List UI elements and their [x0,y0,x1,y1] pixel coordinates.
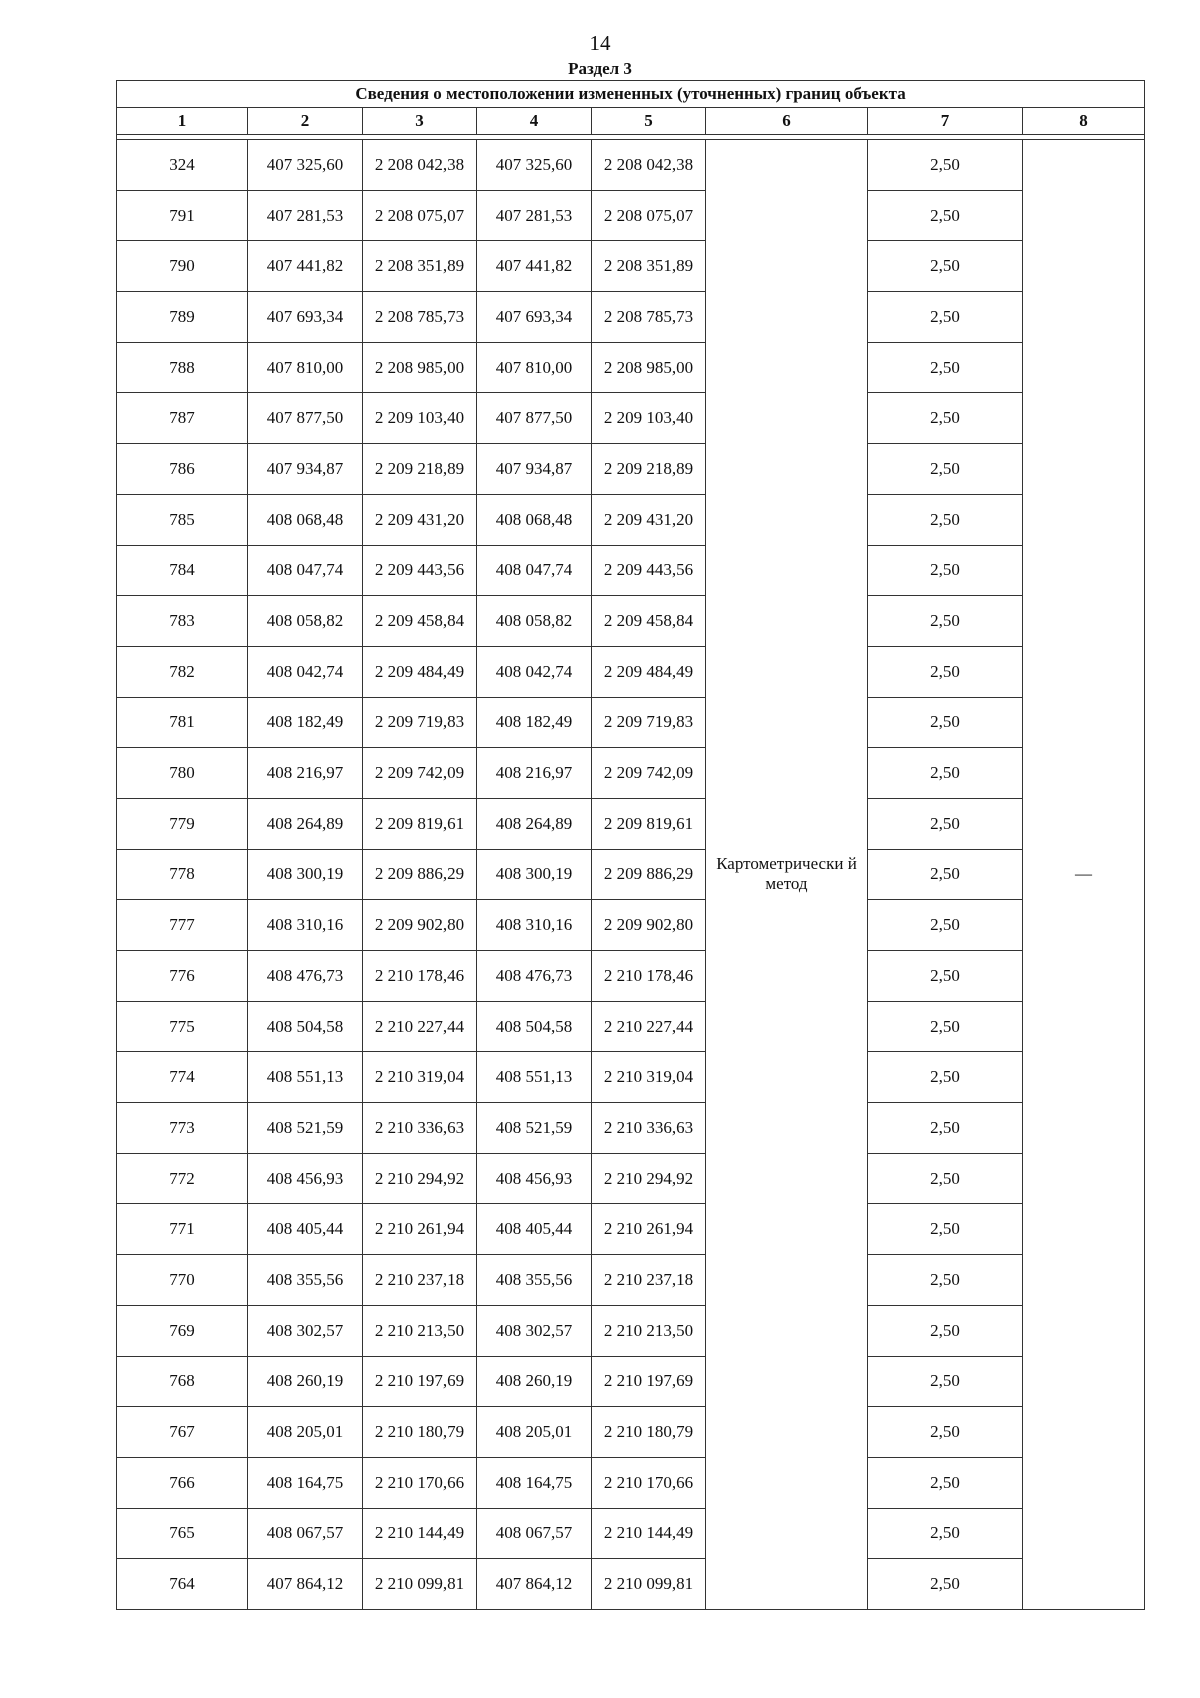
accuracy-cell: 2,50 [868,951,1023,1002]
x-new-cell: 408 182,49 [477,697,592,748]
y-existing-cell: 2 210 178,46 [363,951,477,1002]
table-row [117,444,1145,495]
y-new-cell: 2 209 431,20 [592,494,706,545]
point-number-cell: 775 [117,1001,248,1052]
table-row [117,697,1145,748]
x-existing-cell: 408 068,48 [248,494,363,545]
y-existing-cell: 2 209 431,20 [363,494,477,545]
x-new-cell: 408 476,73 [477,951,592,1002]
point-number-cell: 786 [117,444,248,495]
y-existing-cell: 2 210 144,49 [363,1508,477,1559]
column-number: 8 [1023,108,1145,135]
table-row [117,748,1145,799]
y-existing-cell: 2 209 458,84 [363,596,477,647]
x-new-cell: 407 934,87 [477,444,592,495]
y-existing-cell: 2 208 785,73 [363,292,477,343]
table-row [117,1153,1145,1204]
y-existing-cell: 2 210 237,18 [363,1255,477,1306]
y-new-cell: 2 209 103,40 [592,393,706,444]
x-existing-cell: 408 182,49 [248,697,363,748]
x-existing-cell: 408 521,59 [248,1103,363,1154]
x-new-cell: 408 058,82 [477,596,592,647]
accuracy-cell: 2,50 [868,1305,1023,1356]
y-new-cell: 2 210 178,46 [592,951,706,1002]
y-existing-cell: 2 209 443,56 [363,545,477,596]
column-number: 2 [248,108,363,135]
y-new-cell: 2 210 197,69 [592,1356,706,1407]
y-new-cell: 2 210 294,92 [592,1153,706,1204]
coordinates-table [116,80,1145,1610]
x-new-cell: 408 264,89 [477,798,592,849]
x-existing-cell: 407 877,50 [248,393,363,444]
column-number: 4 [477,108,592,135]
point-number-cell: 780 [117,748,248,799]
x-new-cell: 408 047,74 [477,545,592,596]
x-existing-cell: 408 264,89 [248,798,363,849]
accuracy-cell: 2,50 [868,1153,1023,1204]
y-new-cell: 2 209 218,89 [592,444,706,495]
y-existing-cell: 2 210 227,44 [363,1001,477,1052]
point-number-cell: 783 [117,596,248,647]
accuracy-cell: 2,50 [868,1356,1023,1407]
x-new-cell: 408 067,57 [477,1508,592,1559]
y-new-cell: 2 210 261,94 [592,1204,706,1255]
y-new-cell: 2 210 180,79 [592,1407,706,1458]
y-new-cell: 2 209 819,61 [592,798,706,849]
point-number-cell: 764 [117,1559,248,1610]
table-row [117,190,1145,241]
point-number-cell: 787 [117,393,248,444]
point-number-cell: 774 [117,1052,248,1103]
y-new-cell: 2 209 719,83 [592,697,706,748]
table-row [117,798,1145,849]
accuracy-cell: 2,50 [868,444,1023,495]
point-number-cell: 779 [117,798,248,849]
table-row [117,646,1145,697]
y-new-cell: 2 209 886,29 [592,849,706,900]
x-new-cell: 408 504,58 [477,1001,592,1052]
y-existing-cell: 2 210 170,66 [363,1457,477,1508]
x-new-cell: 407 693,34 [477,292,592,343]
x-new-cell: 408 164,75 [477,1457,592,1508]
table-body [117,140,1145,1610]
x-new-cell: 407 877,50 [477,393,592,444]
accuracy-cell: 2,50 [868,1001,1023,1052]
x-new-cell: 408 068,48 [477,494,592,545]
x-new-cell: 408 205,01 [477,1407,592,1458]
x-existing-cell: 407 281,53 [248,190,363,241]
x-existing-cell: 408 476,73 [248,951,363,1002]
x-existing-cell: 408 405,44 [248,1204,363,1255]
point-number-cell: 782 [117,646,248,697]
y-new-cell: 2 209 484,49 [592,646,706,697]
x-existing-cell: 408 205,01 [248,1407,363,1458]
accuracy-cell: 2,50 [868,748,1023,799]
accuracy-cell: 2,50 [868,1103,1023,1154]
y-new-cell: 2 208 042,38 [592,140,706,191]
table-row [117,1052,1145,1103]
accuracy-cell: 2,50 [868,596,1023,647]
y-existing-cell: 2 209 819,61 [363,798,477,849]
y-new-cell: 2 208 075,07 [592,190,706,241]
point-number-cell: 772 [117,1153,248,1204]
y-new-cell: 2 209 902,80 [592,900,706,951]
x-existing-cell: 408 300,19 [248,849,363,900]
x-existing-cell: 408 355,56 [248,1255,363,1306]
y-existing-cell: 2 210 180,79 [363,1407,477,1458]
table-row [117,1001,1145,1052]
table-row [117,900,1145,951]
page-number: 14 [589,31,611,55]
x-existing-cell: 407 934,87 [248,444,363,495]
y-existing-cell: 2 209 886,29 [363,849,477,900]
table-row [117,849,1145,900]
y-existing-cell: 2 210 099,81 [363,1559,477,1610]
y-new-cell: 2 210 170,66 [592,1457,706,1508]
table-row [117,1204,1145,1255]
y-existing-cell: 2 209 719,83 [363,697,477,748]
table-row [117,241,1145,292]
point-number-cell: 791 [117,190,248,241]
section-title: Раздел 3 [568,59,632,78]
x-existing-cell: 408 042,74 [248,646,363,697]
y-new-cell: 2 210 237,18 [592,1255,706,1306]
accuracy-cell: 2,50 [868,393,1023,444]
x-existing-cell: 408 058,82 [248,596,363,647]
accuracy-cell: 2,50 [868,494,1023,545]
point-number-cell: 777 [117,900,248,951]
accuracy-cell: 2,50 [868,900,1023,951]
accuracy-cell: 2,50 [868,1407,1023,1458]
x-existing-cell: 408 302,57 [248,1305,363,1356]
accuracy-cell: 2,50 [868,1457,1023,1508]
table-row [117,951,1145,1002]
point-number-cell: 781 [117,697,248,748]
x-new-cell: 407 810,00 [477,342,592,393]
table-row [117,1255,1145,1306]
y-existing-cell: 2 210 197,69 [363,1356,477,1407]
table-row [117,1305,1145,1356]
y-existing-cell: 2 209 902,80 [363,900,477,951]
x-new-cell: 408 216,97 [477,748,592,799]
table-row [117,1407,1145,1458]
x-new-cell: 408 405,44 [477,1204,592,1255]
x-new-cell: 407 864,12 [477,1559,592,1610]
y-new-cell: 2 209 742,09 [592,748,706,799]
y-new-cell: 2 208 985,00 [592,342,706,393]
x-new-cell: 407 441,82 [477,241,592,292]
table-caption: Сведения о местоположении измененных (уточненных) границ объекта [117,81,1145,108]
x-new-cell: 408 260,19 [477,1356,592,1407]
accuracy-cell: 2,50 [868,292,1023,343]
accuracy-cell: 2,50 [868,1508,1023,1559]
point-number-cell: 765 [117,1508,248,1559]
column-number: 6 [706,108,868,135]
point-number-cell: 776 [117,951,248,1002]
accuracy-cell: 2,50 [868,646,1023,697]
table-row [117,1508,1145,1559]
table-row [117,1559,1145,1610]
table-row [117,545,1145,596]
y-existing-cell: 2 208 042,38 [363,140,477,191]
method-cell: Картометрически й метод [706,140,868,1610]
accuracy-cell: 2,50 [868,849,1023,900]
y-new-cell: 2 208 785,73 [592,292,706,343]
point-number-cell: 767 [117,1407,248,1458]
accuracy-cell: 2,50 [868,190,1023,241]
point-number-cell: 324 [117,140,248,191]
accuracy-cell: 2,50 [868,342,1023,393]
y-new-cell: 2 210 099,81 [592,1559,706,1610]
x-existing-cell: 408 260,19 [248,1356,363,1407]
x-existing-cell: 407 864,12 [248,1559,363,1610]
y-existing-cell: 2 209 742,09 [363,748,477,799]
point-number-cell: 771 [117,1204,248,1255]
point-number-cell: 789 [117,292,248,343]
accuracy-cell: 2,50 [868,545,1023,596]
point-number-cell: 768 [117,1356,248,1407]
accuracy-cell: 2,50 [868,1204,1023,1255]
y-existing-cell: 2 210 336,63 [363,1103,477,1154]
x-existing-cell: 408 504,58 [248,1001,363,1052]
point-number-cell: 790 [117,241,248,292]
x-new-cell: 408 310,16 [477,900,592,951]
y-new-cell: 2 209 443,56 [592,545,706,596]
table-row [117,292,1145,343]
x-new-cell: 408 456,93 [477,1153,592,1204]
x-new-cell: 408 355,56 [477,1255,592,1306]
x-existing-cell: 408 164,75 [248,1457,363,1508]
point-number-cell: 784 [117,545,248,596]
point-number-cell: 788 [117,342,248,393]
accuracy-cell: 2,50 [868,1559,1023,1610]
table-row [117,596,1145,647]
table-row [117,393,1145,444]
x-new-cell: 407 281,53 [477,190,592,241]
y-new-cell: 2 208 351,89 [592,241,706,292]
table-row [117,140,1145,191]
point-number-cell: 778 [117,849,248,900]
y-existing-cell: 2 209 218,89 [363,444,477,495]
point-number-cell: 770 [117,1255,248,1306]
point-number-cell: 773 [117,1103,248,1154]
point-number-cell: 769 [117,1305,248,1356]
column-number: 7 [868,108,1023,135]
x-existing-cell: 407 325,60 [248,140,363,191]
y-existing-cell: 2 208 075,07 [363,190,477,241]
y-existing-cell: 2 210 319,04 [363,1052,477,1103]
note-cell: — [1023,140,1145,1610]
accuracy-cell: 2,50 [868,140,1023,191]
y-new-cell: 2 210 227,44 [592,1001,706,1052]
x-existing-cell: 407 441,82 [248,241,363,292]
x-existing-cell: 408 310,16 [248,900,363,951]
table-row [117,1103,1145,1154]
y-existing-cell: 2 210 213,50 [363,1305,477,1356]
table-row [117,1457,1145,1508]
accuracy-cell: 2,50 [868,697,1023,748]
y-existing-cell: 2 209 484,49 [363,646,477,697]
y-existing-cell: 2 210 261,94 [363,1204,477,1255]
x-new-cell: 408 551,13 [477,1052,592,1103]
y-existing-cell: 2 210 294,92 [363,1153,477,1204]
y-new-cell: 2 210 213,50 [592,1305,706,1356]
table-row [117,1356,1145,1407]
column-number: 3 [363,108,477,135]
x-new-cell: 408 521,59 [477,1103,592,1154]
x-new-cell: 407 325,60 [477,140,592,191]
y-existing-cell: 2 209 103,40 [363,393,477,444]
accuracy-cell: 2,50 [868,1052,1023,1103]
x-new-cell: 408 300,19 [477,849,592,900]
column-number: 1 [117,108,248,135]
table-row [117,342,1145,393]
y-existing-cell: 2 208 985,00 [363,342,477,393]
x-existing-cell: 408 047,74 [248,545,363,596]
y-new-cell: 2 210 144,49 [592,1508,706,1559]
column-number: 5 [592,108,706,135]
x-existing-cell: 408 551,13 [248,1052,363,1103]
x-existing-cell: 408 456,93 [248,1153,363,1204]
x-existing-cell: 407 693,34 [248,292,363,343]
accuracy-cell: 2,50 [868,798,1023,849]
x-new-cell: 408 302,57 [477,1305,592,1356]
x-existing-cell: 408 216,97 [248,748,363,799]
x-existing-cell: 407 810,00 [248,342,363,393]
y-new-cell: 2 210 336,63 [592,1103,706,1154]
accuracy-cell: 2,50 [868,241,1023,292]
accuracy-cell: 2,50 [868,1255,1023,1306]
table-row [117,494,1145,545]
point-number-cell: 766 [117,1457,248,1508]
x-new-cell: 408 042,74 [477,646,592,697]
x-existing-cell: 408 067,57 [248,1508,363,1559]
point-number-cell: 785 [117,494,248,545]
y-existing-cell: 2 208 351,89 [363,241,477,292]
y-new-cell: 2 210 319,04 [592,1052,706,1103]
y-new-cell: 2 209 458,84 [592,596,706,647]
